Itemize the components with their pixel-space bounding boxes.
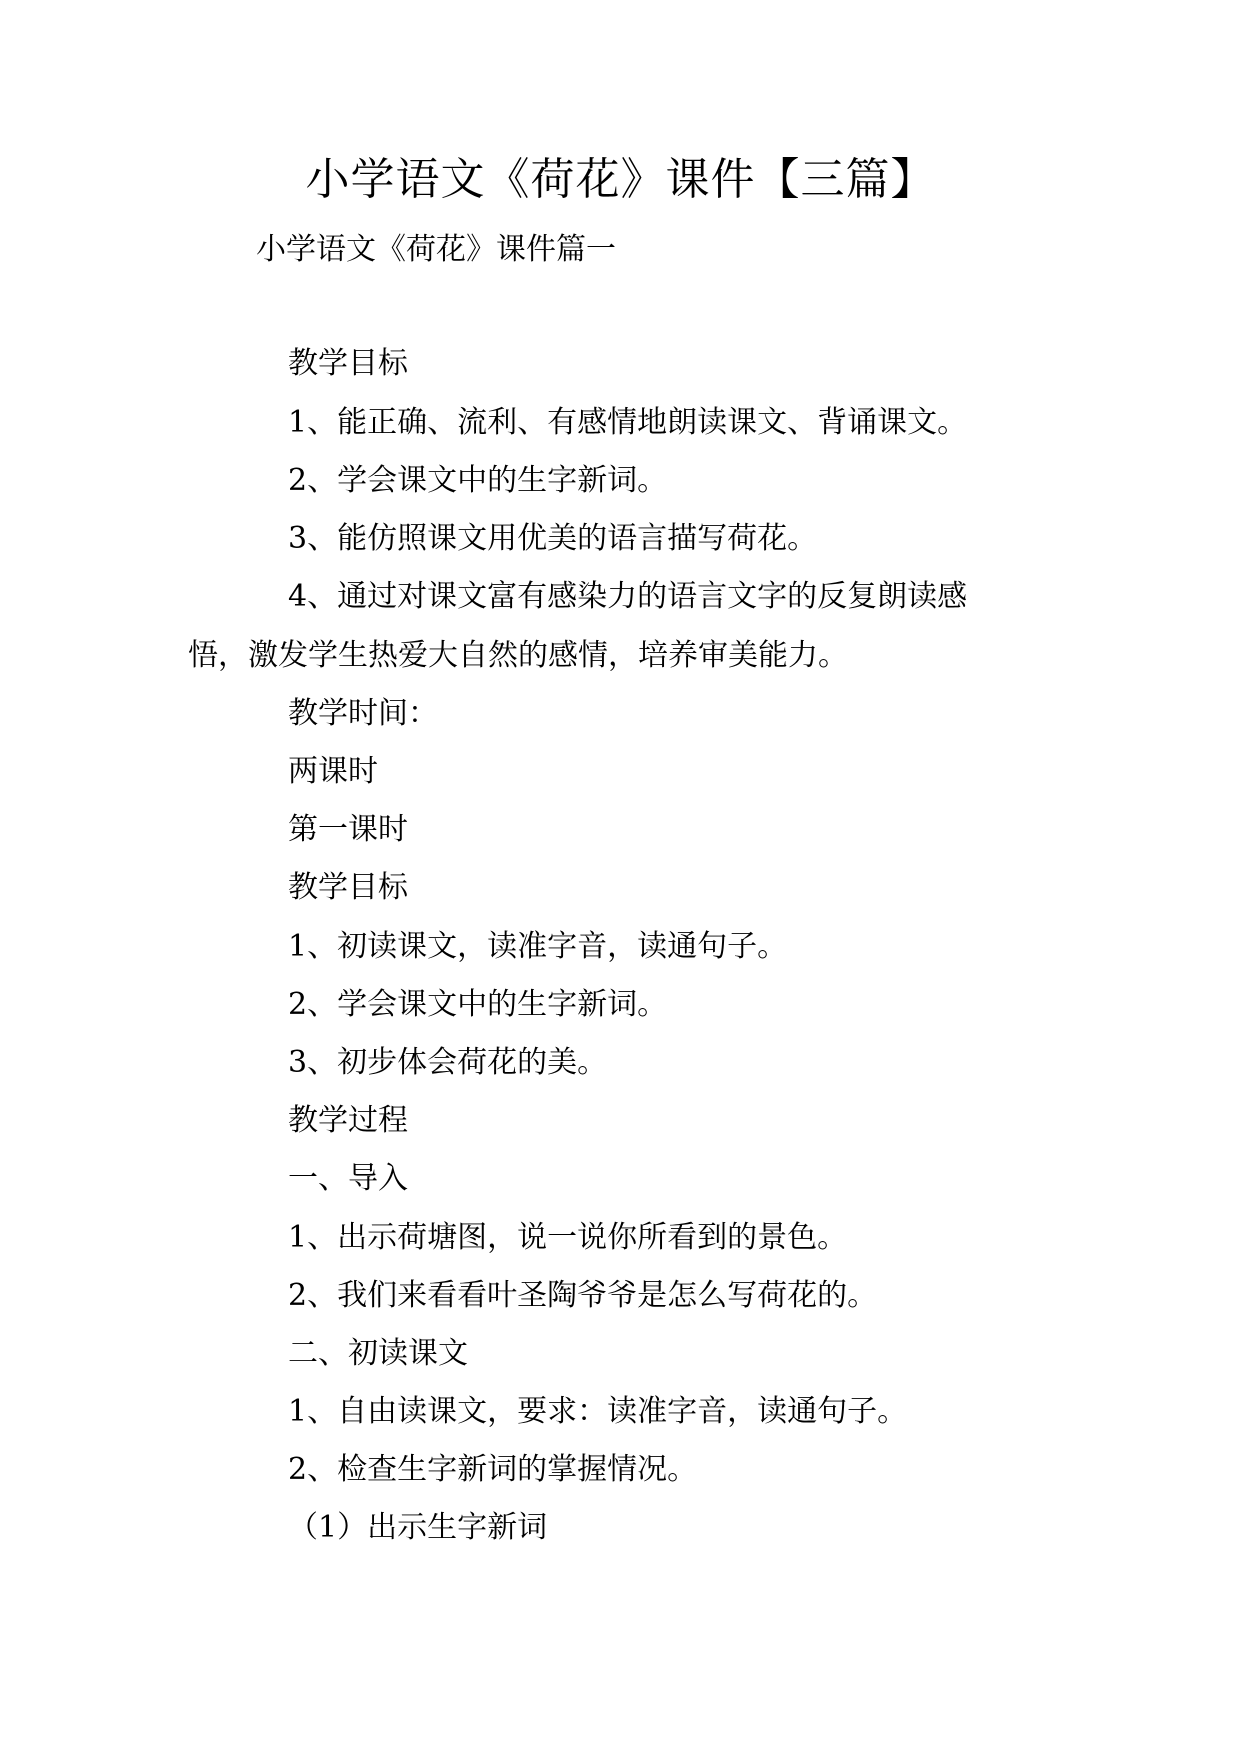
paragraph-line: （1）出示生字新词 — [288, 1510, 548, 1545]
paragraph-line: 1、能正确、流利、有感情地朗读课文、背诵课文。 — [288, 405, 968, 440]
document-title: 小学语文《荷花》课件【三篇】 — [305, 154, 936, 205]
paragraph-line: 教学过程 — [288, 1103, 408, 1138]
paragraph-line: 一、导入 — [288, 1161, 408, 1196]
paragraph-line: 3、能仿照课文用优美的语言描写荷花。 — [288, 521, 818, 556]
paragraph-line: 2、检查生字新词的掌握情况。 — [288, 1452, 698, 1487]
paragraph-line: 二、初读课文 — [288, 1336, 468, 1371]
paragraph-line: 教学目标 — [288, 346, 408, 381]
paragraph-line: 1、初读课文，读准字音，读通句子。 — [288, 929, 788, 964]
paragraph-line: 4、通过对课文富有感染力的语言文字的反复朗读感 — [288, 579, 968, 614]
paragraph-line: 两课时 — [288, 754, 378, 789]
paragraph-line: 3、初步体会荷花的美。 — [288, 1045, 608, 1080]
section-subtitle: 小学语文《荷花》课件篇一 — [256, 232, 616, 267]
paragraph-line: 第一课时 — [288, 812, 408, 847]
paragraph-line: 1、自由读课文，要求：读准字音，读通句子。 — [288, 1394, 908, 1429]
paragraph-line: 2、学会课文中的生字新词。 — [288, 987, 668, 1022]
paragraph-line: 1、出示荷塘图，说一说你所看到的景色。 — [288, 1220, 848, 1255]
paragraph-line: 教学目标 — [288, 870, 408, 905]
paragraph-line: 2、我们来看看叶圣陶爷爷是怎么写荷花的。 — [288, 1278, 878, 1313]
paragraph-line: 悟，激发学生热爱大自然的感情，培养审美能力。 — [188, 638, 848, 673]
paragraph-line: 2、学会课文中的生字新词。 — [288, 463, 668, 498]
paragraph-line: 教学时间： — [288, 696, 438, 731]
